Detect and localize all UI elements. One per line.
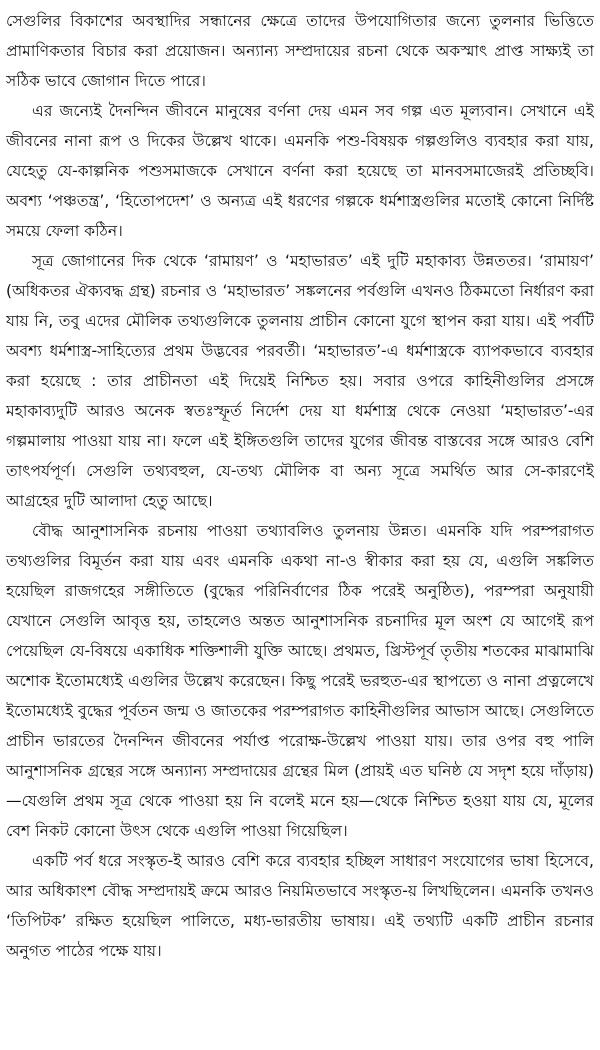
paragraph-5: একটি পর্ব ধরে সংস্কৃত-ই আরও বেশি করে ব্যবহার হচ্ছিল সাধারণ সংযোগের ভাষা হিসেবে, আর অধিকাংশ বৌদ্ধ সম্প্রদায়ই ক্রমে আরও নিয়মিতভাবে সংস্কৃত-য় লিখছিলেন। এমনকি তখনও ‘তিপিটক’ রক্ষিত হয়েছিল পালিতে, মধ্য-ভারতীয় ভাষায়। এই তথ্যটি একটি প্রাচীন রচনার অনুগত পাঠের পক্ষে যায়।	[6, 852, 594, 960]
paragraph-1: সেগুলির বিকাশের অবস্থাদির সন্ধানের ক্ষেত্রে তাদের উপযোগিতার জন্যে তুলনার ভিত্তিতে প্রামাণিকতার বিচার করা প্রয়োজন। অন্যান্য সম্প্রদায়ের রচনা থেকে অকস্মাৎ প্রাপ্ত সাক্ষ্যই তা সঠিক ভাবে জোগান দিতে পারে।	[6, 12, 594, 90]
paragraph-2: এর জন্যেই দৈনন্দিন জীবনে মানুষের বর্ণনা দেয় এমন সব গল্প এত মূল্যবান। সেখানে এই জীবনের নানা রূপ ও দিকের উল্লেখ থাকে। এমনকি পশু-বিষয়ক গল্পগুলিও ব্যবহার করা যায়, যেহেতু যে-কাল্পনিক পশুসমাজকে সেখানে বর্ণনা করা হয়েছে তা মানবসমাজেরই প্রতিচ্ছবি। অবশ্য ‘পঞ্চতন্ত্র’, ‘হিতোপদেশ’ ও অন্যত্র এই ধরণের গল্পকে ধর্মশাস্ত্রগুলির মতোই কোনো নির্দিষ্ট সময়ে ফেলা কঠিন।	[6, 102, 594, 240]
paragraph-3: সূত্র জোগানের দিক থেকে ‘রামায়ণ’ ও ‘মহাভারত’ এই দুটি মহাকাব্য উন্নততর। ‘রামায়ণ’ (অধিকতর ঐক্যবদ্ধ গ্রন্থ) রচনার ও ‘মহাভারত’ সঙ্কলনের পর্বগুলি এখনও ঠিকমতো নির্ধারণ করা যায় নি, তবু এদের মৌলিক তথ্যগুলিকে তুলনায় প্রাচীন কোনো যুগে স্থাপন করা যায়। এই পর্বটি অবশ্য ধর্মশাস্ত্র-সাহিত্যের প্রথম উদ্ভবের পরবর্তী। ‘মহাভারত’-এ ধর্মশাস্ত্রকে ব্যাপকভাবে ব্যবহার করা হয়েছে : তার প্রাচীনতা এই দিয়েই নিশ্চিত হয়। সবার ওপরে কাহিনীগুলির প্রসঙ্গে মহাকাব্যদুটি আরও অনেক স্বতঃস্ফূর্ত নির্দেশ দেয় যা ধর্মশাস্ত্র থেকে নেওয়া ‘মহাভারত’-এর গল্পমালায় পাওয়া যায় না। ফলে এই ইঙ্গিতগুলি তাদের যুগের জীবন্ত বাস্তবের সঙ্গে আরও বেশি তাৎপর্যপূর্ণ। সেগুলি তথ্যবহুল, যে-তথ্য মৌলিক বা অন্য সূত্রে সমর্থিত আর সে-কারণেই আগ্রহের দুটি আলাদা হেতু আছে।	[6, 252, 594, 510]
document-page	[6, 6, 594, 1044]
paragraph-4: বৌদ্ধ আনুশাসনিক রচনায় পাওয়া তথ্যাবলিও তুলনায় উন্নত। এমনকি যদি পরম্পরাগত তথ্যগুলির বিমূর্তন করা যায় এবং এমনকি একথা না-ও স্বীকার করা হয় যে, এগুলি সঙ্কলিত হয়েছিল রাজগহের সঙ্গীতিতে (বুদ্ধের পরিনির্বাণের ঠিক পরেই অনুষ্ঠিত), পরম্পরা অনুযায়ী যেখানে সেগুলি আবৃত্ত হয়, তাহলেও অন্তত আনুশাসনিক রচনাদির মূল অংশ যে আগেই রূপ পেয়েছিল যে-বিষয়ে একাধিক শক্তিশালী যুক্তি আছে। প্রথমত, খ্রিস্টপূর্ব তৃতীয় শতকের মাঝামাঝি অশোক ইতোমধ্যেই এগুলির উল্লেখ করেছেন। কিছু পরেই ভরহুত-এর স্থাপত্যে ও নানা প্রত্নলেখে ইতোমধ্যেই বুদ্ধের পূর্বতন জন্ম ও জাতকের পরম্পরাগত কাহিনীগুলির আভাস আছে। সেগুলিতে প্রাচীন ভারতের দৈনন্দিন জীবনের পর্যাপ্ত পরোক্ষ-উল্লেখ পাওয়া যায়। তার ওপর বহু পালি আনুশাসনিক গ্রন্থের সঙ্গে অন্যান্য সম্প্রদায়ের গ্রন্থের মিল (প্রায়ই এত ঘনিষ্ঠ যে সদৃশ হয়ে দাঁড়ায়) —যেগুলি প্রথম সূত্র থেকে পাওয়া হয় নি বলেই মনে হয়—থেকে নিশ্চিত হওয়া যায় যে, মূলের বেশ নিকট কোনো উৎস থেকে এগুলি পাওয়া গিয়েছিল।	[6, 522, 594, 840]
